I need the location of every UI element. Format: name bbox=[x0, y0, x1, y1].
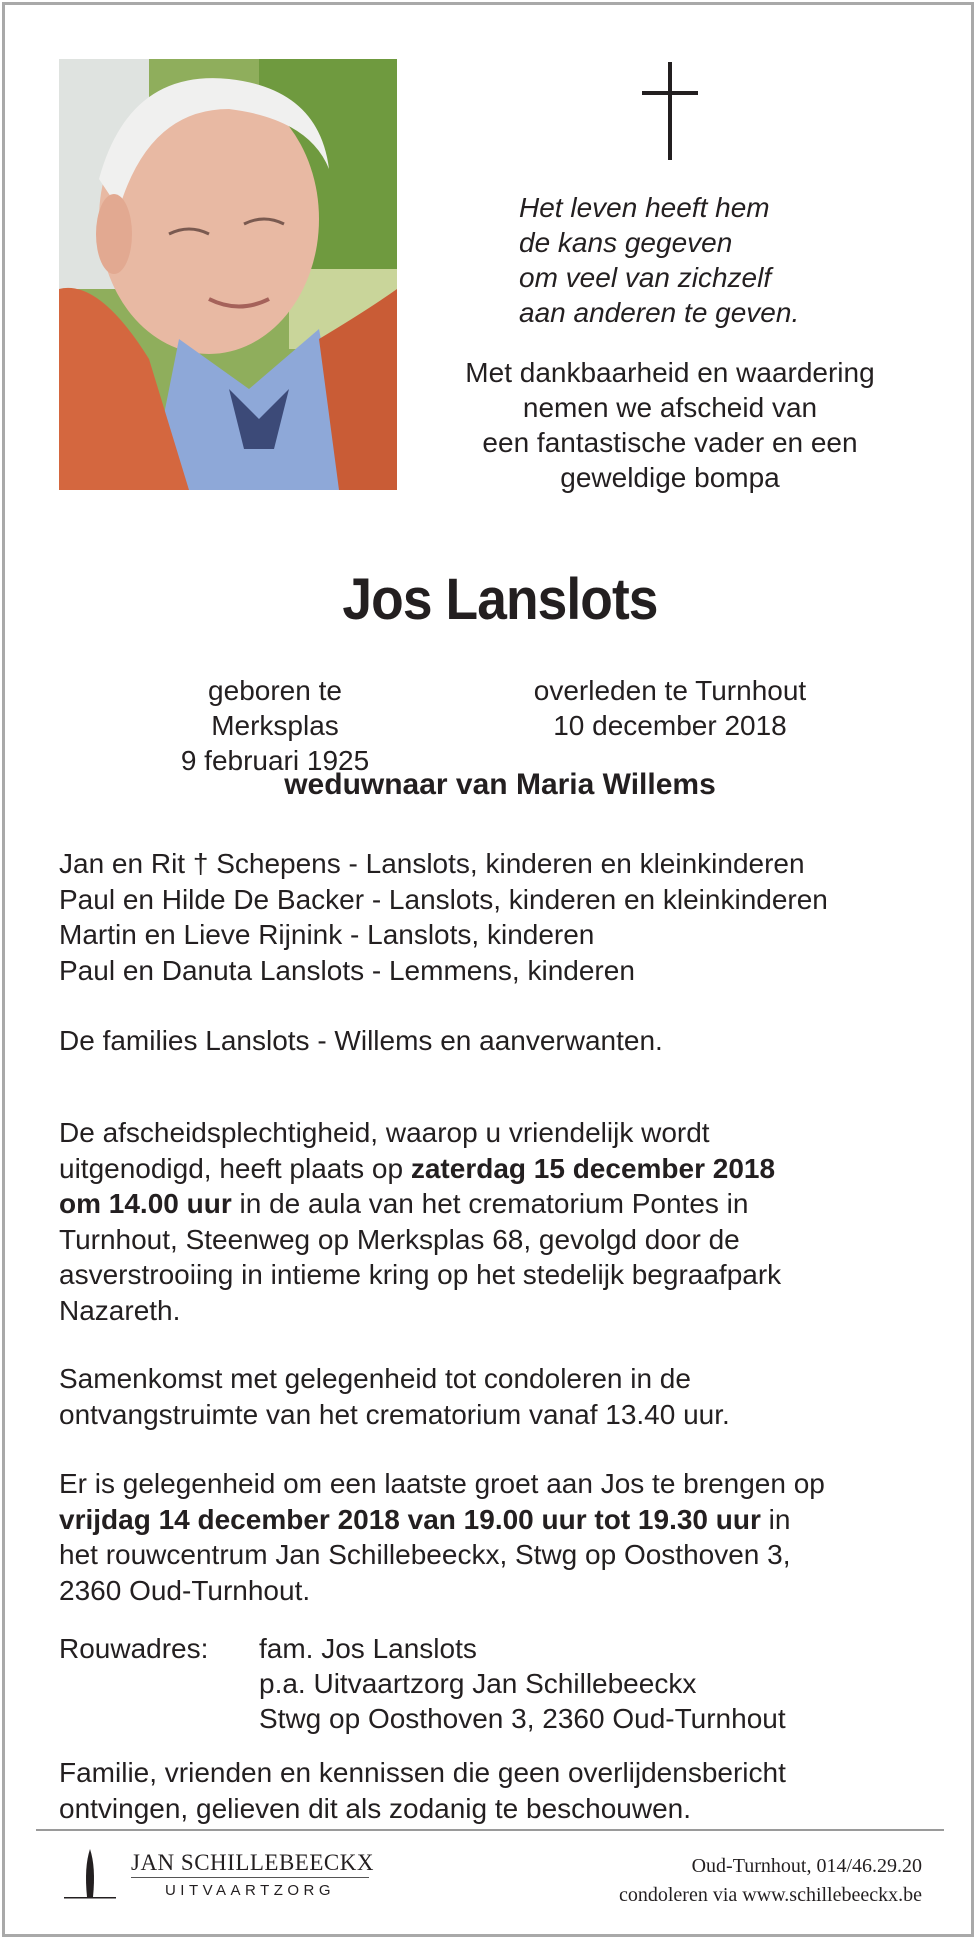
ceremony-line bbox=[59, 1151, 939, 1187]
ceremony-time: om 14.00 uur bbox=[59, 1188, 232, 1219]
thanks-line: Met dankbaarheid en waardering bbox=[465, 357, 875, 388]
ceremony-text-regular: uitgenodigd, heeft plaats op bbox=[59, 1152, 411, 1184]
ceremony-line bbox=[59, 1186, 939, 1222]
cross-icon bbox=[642, 62, 698, 165]
poem-line: Het leven heeft hem bbox=[519, 192, 770, 223]
widow-line: weduwnaar van Maria Willems bbox=[284, 768, 716, 801]
portrait-photo bbox=[59, 59, 397, 490]
deceased-name: Jos Lanslots bbox=[342, 567, 658, 632]
death-info bbox=[505, 673, 835, 743]
notice-line: Familie, vrienden en kennissen die geen overlijdensbericht bbox=[59, 1757, 786, 1788]
ceremony-line: Turnhout, Steenweg op Merksplas 68, gevolgd door de bbox=[59, 1223, 740, 1255]
cypress-tree-icon bbox=[62, 1847, 118, 1908]
thanks-text bbox=[420, 355, 920, 495]
visit-line: 2360 Oud-Turnhout. bbox=[59, 1574, 311, 1606]
address-line: Stwg op Oosthoven 3, 2360 Oud-Turnhout bbox=[259, 1703, 786, 1734]
brand-subtitle: UITVAARTZORG bbox=[164, 1882, 336, 1899]
contact-line: Oud-Turnhout, 014/46.29.20 bbox=[691, 1855, 922, 1877]
brand-underline bbox=[131, 1877, 369, 1878]
visit-text-regular: in bbox=[760, 1503, 791, 1535]
ceremony-line: asverstrooiing in intieme kring op het stedelijk begraafpark bbox=[59, 1259, 782, 1290]
ceremony-line: Nazareth. bbox=[59, 1294, 181, 1326]
visit-line: Er is gelegenheid om een laatste groet aan Jos te brengen op bbox=[59, 1468, 825, 1499]
families-line: De families Lanslots - Willems en aanverwanten. bbox=[59, 1025, 663, 1056]
visit-line: het rouwcentrum Jan Schillebeeckx, Stwg op Oosthoven 3, bbox=[59, 1539, 791, 1570]
family-line: Jan en Rit † Schepens - Lanslots, kinderen en kleinkinderen bbox=[59, 848, 805, 879]
poem-line: aan anderen te geven. bbox=[519, 297, 800, 328]
address-label: Rouwadres: bbox=[59, 1633, 209, 1664]
footer-contact bbox=[619, 1852, 922, 1910]
notice-line: ontvingen, gelieven dit als zodanig te beschouwen. bbox=[59, 1792, 691, 1824]
ceremony-date: zaterdag 15 december 2018 bbox=[410, 1152, 776, 1184]
meeting-text bbox=[59, 1361, 939, 1432]
brand-name: JAN SCHILLEBEECKX bbox=[131, 1850, 374, 1875]
family-list bbox=[59, 846, 939, 988]
ceremony-text-regular: in de aula van het crematorium Pontes in bbox=[231, 1188, 749, 1219]
visit-datetime: vrijdag 14 december 2018 van 19.00 uur tot 19.30 uur bbox=[59, 1503, 761, 1535]
birth-info bbox=[150, 673, 400, 778]
family-line: Paul en Danuta Lanslots - Lemmens, kinderen bbox=[59, 954, 635, 986]
ceremony-text bbox=[59, 1115, 939, 1328]
ceremony-line: De afscheidsplechtigheid, waarop u vriendelijk wordt bbox=[59, 1117, 710, 1148]
death-date: 10 december 2018 bbox=[553, 710, 787, 741]
address-lines bbox=[259, 1631, 786, 1736]
meeting-line: ontvangstruimte van het crematorium vanaf 13.40 uur. bbox=[59, 1398, 730, 1430]
condolence-link[interactable]: condoleren via www.schillebeeckx.be bbox=[618, 1884, 922, 1906]
notice-text bbox=[59, 1755, 939, 1826]
thanks-line: een fantastische vader en een bbox=[482, 427, 858, 458]
poem-line: om veel van zichzelf bbox=[519, 262, 772, 293]
birth-date: 9 februari 1925 bbox=[180, 745, 370, 776]
meeting-line: Samenkomst met gelegenheid tot condoleren in de bbox=[59, 1363, 691, 1394]
address-line: p.a. Uitvaartzorg Jan Schillebeeckx bbox=[259, 1668, 697, 1699]
visit-line bbox=[59, 1502, 939, 1538]
address-line: fam. Jos Lanslots bbox=[259, 1633, 477, 1664]
poem bbox=[519, 190, 799, 330]
birth-place: geboren te Merksplas bbox=[208, 675, 342, 741]
visit-text bbox=[59, 1466, 939, 1608]
family-line: Paul en Hilde De Backer - Lanslots, kinderen en kleinkinderen bbox=[59, 883, 828, 915]
thanks-line: geweldige bompa bbox=[560, 462, 780, 493]
thanks-line: nemen we afscheid van bbox=[522, 392, 818, 423]
poem-line: de kans gegeven bbox=[519, 227, 733, 258]
family-line: Martin en Lieve Rijnink - Lanslots, kinderen bbox=[59, 919, 595, 950]
footer-divider bbox=[36, 1829, 944, 1831]
death-place: overleden te Turnhout bbox=[533, 675, 807, 706]
